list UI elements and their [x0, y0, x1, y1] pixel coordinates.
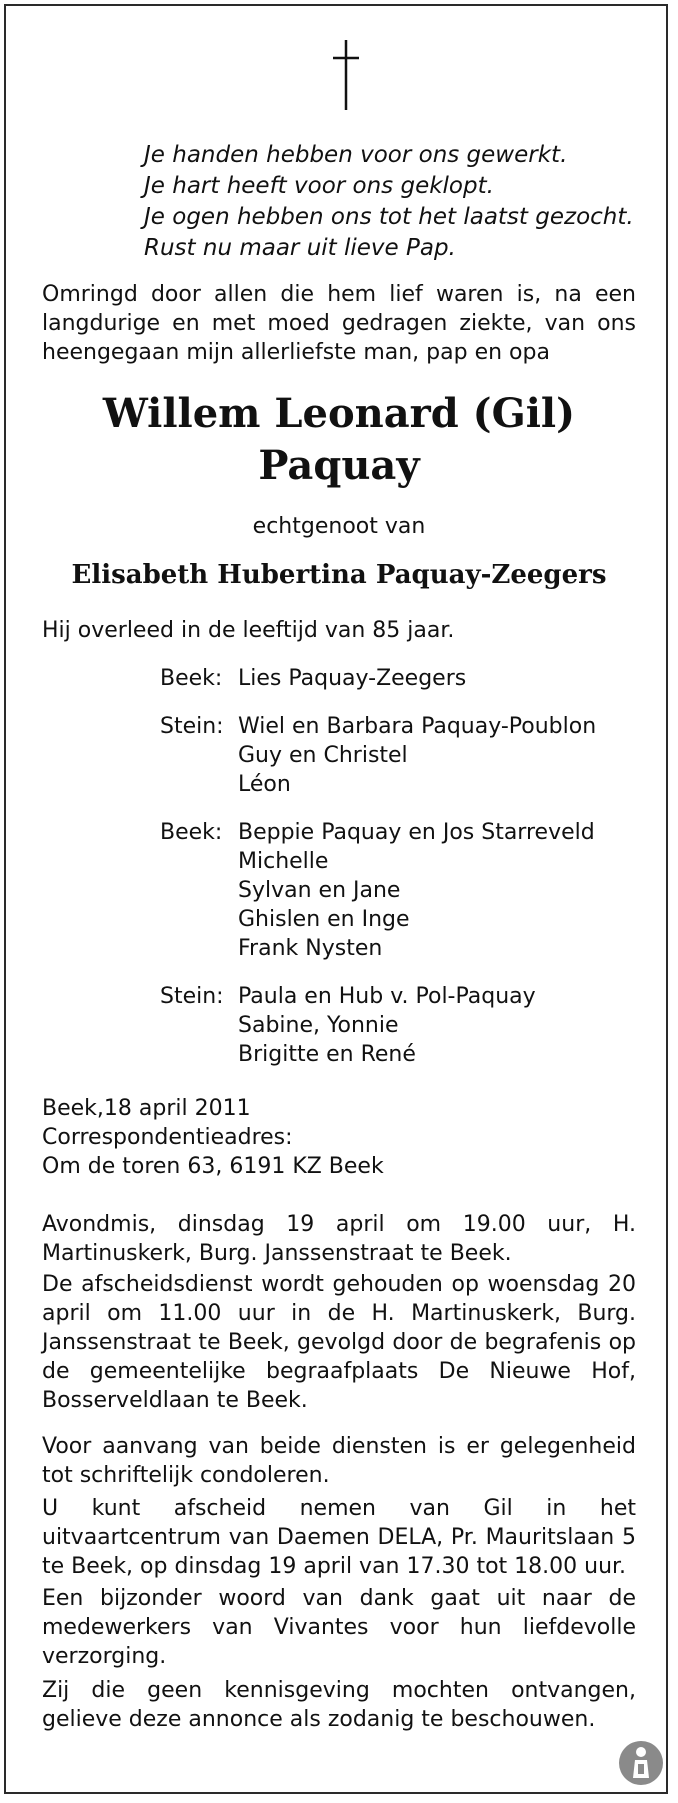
family-group: [160, 982, 536, 1069]
family-group: [160, 712, 596, 799]
paragraph-evening-mass: Avondmis, dinsdag 19 april om 19.00 uur, H. Martinuskerk, Burg. Janssenstraat te Beek.: [42, 1212, 636, 1266]
paragraph-funeral-service: De afscheidsdienst wordt gehouden op woensdag 20 april om 11.00 uur in de H. Martinuskerk, Burg. Janssenstraat te Beek, gevolgd door de begrafenis op de gemeentelijke begraafplaats De Nieuwe Hof, Bosserveldlaan te Beek.: [42, 1272, 636, 1413]
family-place: Stein:: [160, 984, 224, 1009]
family-name: Léon: [238, 772, 291, 797]
deceased-name-line1: Willem Leonard (Gil): [102, 390, 576, 437]
deceased-name-line2: Paquay: [258, 442, 420, 489]
family-name: Sylvan en Jane: [238, 878, 401, 903]
family-name: Beppie Paquay en Jos Starreveld: [238, 820, 595, 845]
poem-line: Je hart heeft voor ons geklopt.: [144, 173, 494, 199]
correspondence-label: Correspondentieadres:: [42, 1125, 293, 1150]
family-name: Lies Paquay-Zeegers: [238, 666, 467, 691]
family-name: Ghislen en Inge: [238, 907, 410, 932]
family-name: Paula en Hub v. Pol-Paquay: [238, 984, 536, 1009]
poem: [144, 140, 634, 264]
family-name: Guy en Christel: [238, 743, 408, 768]
intro-line: Omringd door allen die hem lief waren is, na een: [42, 282, 636, 307]
family-group: [160, 664, 466, 693]
spouse-intro: echtgenoot van: [252, 514, 426, 539]
deceased-name: [42, 388, 636, 492]
address: Om de toren 63, 6191 KZ Beek: [42, 1154, 384, 1179]
family-name: Frank Nysten: [238, 936, 383, 961]
intro-line: heengegaan mijn allerliefste man, pap en opa: [42, 340, 550, 365]
place-date: Beek,18 april 2011: [42, 1096, 251, 1121]
cross-icon: [333, 40, 359, 110]
age-line: Hij overleed in de leeftijd van 85 jaar.: [42, 618, 455, 643]
family-place: Stein:: [160, 714, 224, 739]
contact-block: [42, 1094, 636, 1181]
paragraph-farewell: U kunt afscheid nemen van Gil in het uitvaartcentrum van Daemen DELA, Pr. Mauritslaan 5 te Beek, op dinsdag 19 april van 17.30 tot 18.00 uur.: [42, 1496, 636, 1579]
paragraph-thanks: Een bijzonder woord van dank gaat uit naar de medewerkers van Vivantes voor hun liefdevolle verzorging.: [42, 1586, 636, 1669]
poem-line: Je handen hebben voor ons gewerkt.: [144, 142, 568, 168]
family-name: Wiel en Barbara Paquay-Poublon: [238, 714, 597, 739]
paragraph-condolences: Voor aanvang van beide diensten is er gelegenheid tot schriftelijk condoleren.: [42, 1434, 636, 1488]
family-group: [160, 818, 595, 963]
family-place: Beek:: [160, 666, 223, 691]
poem-line: Rust nu maar uit lieve Pap.: [144, 235, 456, 261]
spouse-name: Elisabeth Hubertina Paquay-Zeegers: [71, 560, 607, 590]
memorial-logo-icon: [618, 1740, 664, 1786]
intro-text: [42, 280, 636, 367]
family-name: Brigitte en René: [238, 1042, 416, 1067]
family-name: Michelle: [238, 849, 329, 874]
family-name: Sabine, Yonnie: [238, 1013, 399, 1038]
poem-line: Je ogen hebben ons tot het laatst gezocht.: [144, 204, 634, 230]
family-place: Beek:: [160, 820, 223, 845]
intro-line: langdurige en met moed gedragen ziekte, van ons: [42, 311, 636, 336]
paragraph-notice: Zij die geen kennisgeving mochten ontvangen, gelieve deze annonce als zodanig te beschouwen.: [42, 1678, 636, 1732]
